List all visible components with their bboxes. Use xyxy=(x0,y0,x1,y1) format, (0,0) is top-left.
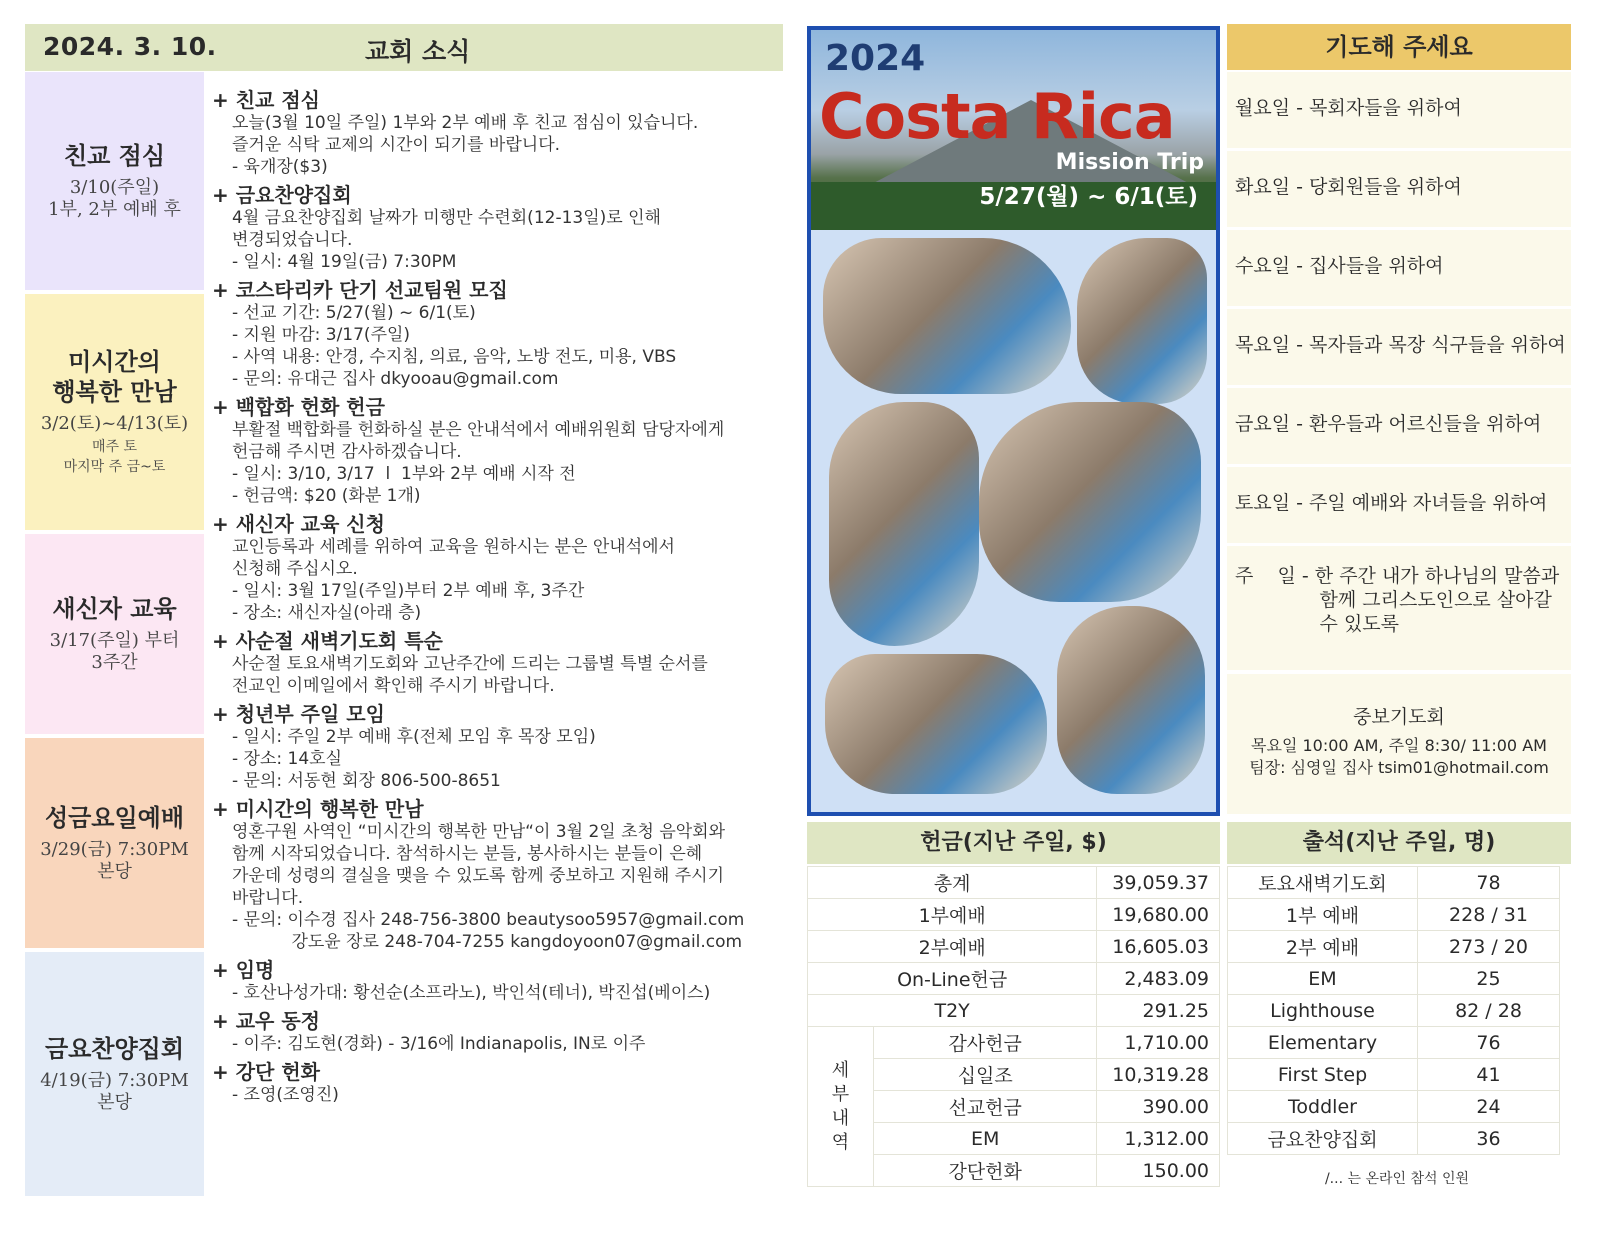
intercessory-leader: 팀장: 심영일 집사 tsim01@hotmail.com xyxy=(1249,758,1549,777)
news-title: + 임명 xyxy=(212,958,275,982)
table-row xyxy=(1228,1091,1560,1123)
intercessory-prayer-box xyxy=(1227,674,1571,814)
offering-value: 291.25 xyxy=(1097,995,1220,1027)
flyer-year: 2024 xyxy=(825,38,926,79)
news-line: 강도윤 장로 248-704-7255 kangdoyoon07@gmail.com xyxy=(232,932,743,952)
news-line: - 문의: 이수경 집사 248-756-3800 beautysoo5957@gmail.com xyxy=(232,910,745,930)
news-line: 오늘(3월 10일 주일) 1부와 2부 예배 후 친교 점심이 있습니다. xyxy=(232,113,699,133)
attendance-value: 41 xyxy=(1418,1059,1560,1091)
offering-label: 선교헌금 xyxy=(874,1091,1097,1123)
offering-value: 10,319.28 xyxy=(1097,1059,1220,1091)
news-title: + 미시간의 행복한 만남 xyxy=(212,797,424,821)
news-line: - 일시: 3월 17일(주일)부터 2부 예배 후, 3주간 xyxy=(232,581,585,601)
offering-value: 39,059.37 xyxy=(1097,867,1220,899)
news-line: 헌금해 주시면 감사하겠습니다. xyxy=(232,442,462,462)
news-item xyxy=(212,88,782,178)
flyer-title: Costa Rica xyxy=(819,80,1175,153)
prayer-item-friday: 금요일 - 환우들과 어르신들을 위하여 xyxy=(1227,388,1571,464)
news-line: - 육개장($3) xyxy=(232,157,328,177)
offering-value: 390.00 xyxy=(1097,1091,1220,1123)
table-row xyxy=(1228,963,1560,995)
photo-group-activity xyxy=(979,402,1201,602)
offering-label: 강단헌화 xyxy=(874,1155,1097,1187)
event-title: 친교 점심 xyxy=(63,142,166,170)
news-line: - 사역 내용: 안경, 수지침, 의료, 음악, 노방 전도, 미용, VBS xyxy=(232,347,677,367)
photo-medical-care xyxy=(1077,238,1207,404)
table-row xyxy=(1228,931,1560,963)
offering-title: 헌금(지난 주일, $) xyxy=(807,822,1220,864)
event-title: 새신자 교육 xyxy=(52,595,177,623)
offering-value: 150.00 xyxy=(1097,1155,1220,1187)
table-row xyxy=(1228,1059,1560,1091)
news-line: 변경되었습니다. xyxy=(232,230,353,250)
attendance-label: 토요새벽기도회 xyxy=(1228,867,1418,899)
offering-table xyxy=(807,866,1220,1187)
prayer-item-sunday: 주 일 - 한 주간 내가 하나님의 말씀과 함께 그리스도인으로 살아갈 수 있도록 xyxy=(1227,546,1571,670)
news-item xyxy=(212,629,782,697)
table-row xyxy=(808,1027,1220,1059)
prayer-item-monday: 월요일 - 목회자들을 위하여 xyxy=(1227,72,1571,148)
news-line: - 이주: 김도현(경화) - 3/16에 Indianapolis, IN로 이주 xyxy=(232,1034,646,1054)
offering-label: On-Line헌금 xyxy=(808,963,1097,995)
event-box-fellowship-lunch xyxy=(25,72,204,290)
news-item xyxy=(212,512,782,624)
attendance-label: 1부 예배 xyxy=(1228,899,1418,931)
news-list xyxy=(212,88,782,1111)
news-line: 부활절 백합화를 헌화하실 분은 안내석에서 예배위원회 담당자에게 xyxy=(232,420,725,440)
attendance-value: 228 / 31 xyxy=(1418,899,1560,931)
table-row xyxy=(808,995,1220,1027)
prayer-item-thursday: 목요일 - 목자들과 목장 식구들을 위하여 xyxy=(1227,309,1571,385)
prayer-title: 기도해 주세요 xyxy=(1227,24,1571,70)
news-item xyxy=(212,797,782,953)
news-line: 즐거운 식탁 교제의 시간이 되기를 바랍니다. xyxy=(232,135,561,155)
flyer-dates: 5/27(월) ~ 6/1(토) xyxy=(979,184,1198,210)
flyer-subtitle: Mission Trip xyxy=(1055,150,1204,175)
offering-label: 1부예배 xyxy=(808,899,1097,931)
news-item xyxy=(212,1060,782,1106)
bulletin-date: 2024. 3. 10. xyxy=(43,32,217,61)
prayer-item-wednesday: 수요일 - 집사들을 위하여 xyxy=(1227,230,1571,306)
event-detail: 3/29(금) 7:30PM 본당 xyxy=(40,839,189,882)
attendance-note: /... 는 온라인 참석 인원 xyxy=(1267,1168,1527,1188)
news-line: 사순절 토요새벽기도회와 고난주간에 드리는 그룹별 특별 순서를 xyxy=(232,654,708,674)
offering-value: 1,312.00 xyxy=(1097,1123,1220,1155)
event-box-michigan-meeting xyxy=(25,294,204,530)
news-line: - 장소: 14호실 xyxy=(232,749,342,769)
attendance-label: First Step xyxy=(1228,1059,1418,1091)
table-row xyxy=(808,931,1220,963)
news-title: + 사순절 새벽기도회 특순 xyxy=(212,629,443,653)
news-line: - 헌금액: $20 (화분 1개) xyxy=(232,486,421,506)
attendance-value: 24 xyxy=(1418,1091,1560,1123)
news-line: - 조영(조영진) xyxy=(232,1085,339,1105)
news-line: 신청해 주십시오. xyxy=(232,559,358,579)
event-box-good-friday xyxy=(25,738,204,948)
offering-label: 2부예배 xyxy=(808,931,1097,963)
intercessory-title: 중보기도회 xyxy=(1353,706,1445,728)
photo-haircut xyxy=(829,402,979,646)
news-line: - 일시: 4월 19일(금) 7:30PM xyxy=(232,252,457,272)
attendance-label: EM xyxy=(1228,963,1418,995)
table-row xyxy=(1228,899,1560,931)
news-line: 교인등록과 세례를 위하여 교육을 원하시는 분은 안내석에서 xyxy=(232,537,675,557)
event-detail: 3/10(주일) 1부, 2부 예배 후 xyxy=(48,177,181,220)
attendance-title: 출석(지난 주일, 명) xyxy=(1227,822,1571,864)
photo-eye-exam xyxy=(1057,606,1205,794)
news-line: 영혼구원 사역인 “미시간의 행복한 만남“이 3월 2일 초청 음악회와 xyxy=(232,822,726,842)
offering-label: T2Y xyxy=(808,995,1097,1027)
attendance-table xyxy=(1227,866,1560,1155)
flyer-banner-image xyxy=(811,30,1216,230)
news-title: + 친교 점심 xyxy=(212,88,320,112)
offering-label: 총계 xyxy=(808,867,1097,899)
news-title: + 백합화 헌화 헌금 xyxy=(212,395,385,419)
table-row xyxy=(1228,995,1560,1027)
event-title: 성금요일예배 xyxy=(44,804,185,832)
attendance-label: 금요찬양집회 xyxy=(1228,1123,1418,1155)
event-detail: 4/19(금) 7:30PM 본당 xyxy=(40,1070,189,1113)
news-item xyxy=(212,702,782,792)
news-line: 바랍니다. xyxy=(232,888,304,908)
offering-label: 감사헌금 xyxy=(874,1027,1097,1059)
attendance-label: Toddler xyxy=(1228,1091,1418,1123)
table-row xyxy=(1228,1027,1560,1059)
attendance-label: 2부 예배 xyxy=(1228,931,1418,963)
photo-acupuncture xyxy=(825,654,1047,794)
section-title-church-news: 교회 소식 xyxy=(365,37,471,66)
intercessory-time: 목요일 10:00 AM, 주일 8:30/ 11:00 AM xyxy=(1251,736,1547,755)
news-item xyxy=(212,395,782,507)
event-title: 미시간의 행복한 만남 xyxy=(52,348,177,406)
news-line: 가운데 성령의 결실을 맺을 수 있도록 함께 중보하고 지원해 주시기 xyxy=(232,866,725,886)
news-line: - 문의: 유대근 집사 dkyooau@gmail.com xyxy=(232,369,559,389)
table-row xyxy=(808,867,1220,899)
table-row xyxy=(1228,867,1560,899)
prayer-item-tuesday: 화요일 - 당회원들을 위하여 xyxy=(1227,151,1571,227)
offering-value: 1,710.00 xyxy=(1097,1027,1220,1059)
news-title: + 금요찬양집회 xyxy=(212,183,352,207)
news-line: - 호산나성가대: 황선순(소프라노), 박인석(테너), 박진섭(베이스) xyxy=(232,983,711,1003)
news-item xyxy=(212,1009,782,1055)
event-detail-sub: 매주 토 마지막 주 금~토 xyxy=(63,439,166,475)
news-line: 전교인 이메일에서 확인해 주시기 바랍니다. xyxy=(232,676,555,696)
news-line: - 장소: 새신자실(아래 층) xyxy=(232,603,422,623)
news-title: + 강단 헌화 xyxy=(212,1060,320,1084)
offering-value: 19,680.00 xyxy=(1097,899,1220,931)
news-line: - 선교 기간: 5/27(월) ~ 6/1(토) xyxy=(232,303,476,323)
prayer-item-saturday: 토요일 - 주일 예배와 자녀들을 위하여 xyxy=(1227,467,1571,543)
news-title: + 청년부 주일 모임 xyxy=(212,702,385,726)
attendance-label: Elementary xyxy=(1228,1027,1418,1059)
news-title: + 코스타리카 단기 선교팀원 모집 xyxy=(212,278,508,302)
offering-value: 2,483.09 xyxy=(1097,963,1220,995)
news-item xyxy=(212,278,782,390)
news-line: - 문의: 서동현 회장 806-500-8651 xyxy=(232,771,501,791)
attendance-value: 78 xyxy=(1418,867,1560,899)
offering-label: EM xyxy=(874,1123,1097,1155)
news-title: + 교우 동정 xyxy=(212,1009,320,1033)
table-row xyxy=(808,963,1220,995)
offering-label: 십일조 xyxy=(874,1059,1097,1091)
news-line: 4월 금요찬양집회 날짜가 미행만 수련회(12-13일)로 인해 xyxy=(232,208,661,228)
attendance-value: 36 xyxy=(1418,1123,1560,1155)
news-line: - 일시: 3/10, 3/17 l 1부와 2부 예배 시작 전 xyxy=(232,464,576,484)
photo-children-crafts xyxy=(823,238,1071,394)
news-line: - 지원 마감: 3/17(주일) xyxy=(232,325,411,345)
news-item xyxy=(212,183,782,273)
attendance-value: 76 xyxy=(1418,1027,1560,1059)
news-item xyxy=(212,958,782,1004)
event-box-newcomer-education xyxy=(25,534,204,734)
attendance-value: 273 / 20 xyxy=(1418,931,1560,963)
event-box-friday-praise xyxy=(25,952,204,1196)
news-title: + 새신자 교육 신청 xyxy=(212,512,385,536)
table-row xyxy=(1228,1123,1560,1155)
offering-value: 16,605.03 xyxy=(1097,931,1220,963)
news-line: 함께 시작되었습니다. 참석하시는 분들, 봉사하시는 분들이 은혜 xyxy=(232,844,703,864)
mission-trip-flyer xyxy=(807,26,1220,816)
event-detail: 3/2(토)~4/13(토) xyxy=(40,413,189,434)
event-title: 금요찬양집회 xyxy=(44,1035,185,1063)
table-row xyxy=(808,899,1220,931)
bulletin-header xyxy=(25,24,783,71)
event-detail: 3/17(주일) 부터 3주간 xyxy=(49,630,180,673)
attendance-value: 25 xyxy=(1418,963,1560,995)
detail-breakdown-label: 세 부 내 역 xyxy=(808,1027,874,1187)
attendance-value: 82 / 28 xyxy=(1418,995,1560,1027)
attendance-label: Lighthouse xyxy=(1228,995,1418,1027)
news-line: - 일시: 주일 2부 예배 후(전체 모임 후 목장 모임) xyxy=(232,727,596,747)
